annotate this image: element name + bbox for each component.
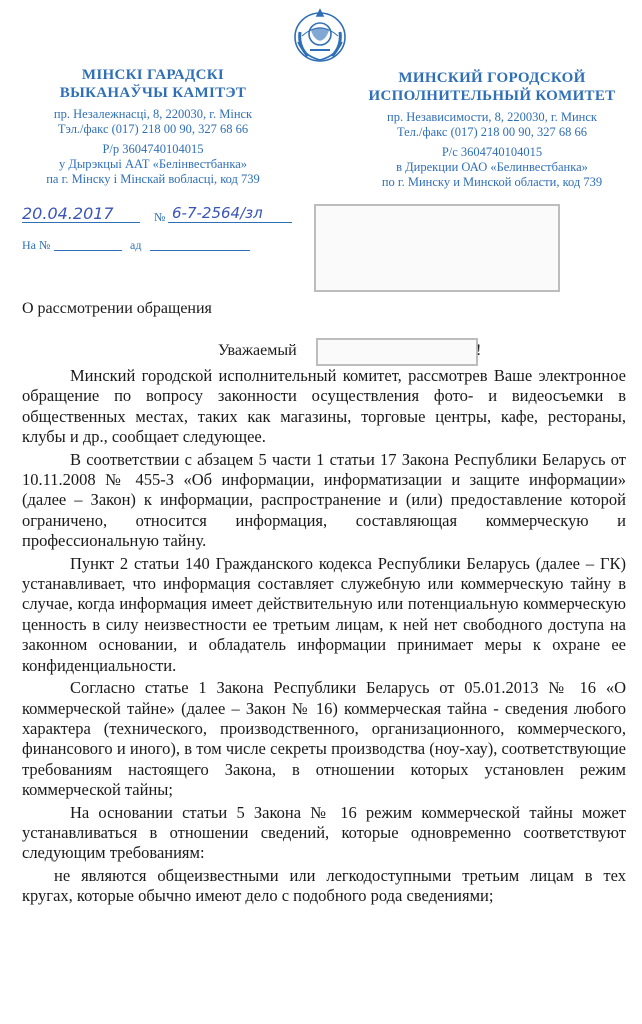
greeting: Уважаемый xyxy=(218,342,297,359)
redacted-recipient-name xyxy=(316,338,478,366)
number-label: № xyxy=(154,210,166,224)
reply-to-underline xyxy=(54,250,122,251)
org-name-bel-line2: ВЫКАНАЎЧЫ КАМІТЭТ xyxy=(59,85,247,101)
number-underline xyxy=(168,222,292,223)
org-account-bel: Р/р 3604740104015 xyxy=(102,142,204,156)
registration-number: 6-7-2564/зл xyxy=(172,204,263,222)
paragraph-3: Пункт 2 статьи 140 Гражданского кодекса Республики Беларусь (далее – ГК) устанавливает, что информация составляет служебную или коммерческую тайну в случае, когда информация имеет действительную или потенциальную коммерческую ценность в силу неизвестности ее третьим лицам, к ней нет свободного доступа на законном основании, и обладатель информации принимает меры к охране ее конфиденциальности. xyxy=(22,553,626,675)
letterhead-left xyxy=(22,66,284,187)
org-name-rus-line2: ИСПОЛНИТЕЛЬНЫЙ КОМИТЕТ xyxy=(368,88,616,104)
org-bank-rus-line2: по г. Минску и Минской области, код 739 xyxy=(381,175,603,189)
org-name-rus-line1: МИНСКИЙ ГОРОДСКОЙ xyxy=(398,70,586,86)
paragraph-1: Минский городской исполнительный комитет, рассмотрев Ваше электронное обращение по вопросу законности осуществления фото- и видеосъемки в общественных местах, таких как магазины, торговые центры, кафе, рестораны, клубы и др., сообщает следующее. xyxy=(22,366,626,447)
org-address-bel: пр. Незалежнасці, 8, 220030, г. Мінск xyxy=(53,107,253,121)
greeting-end: ! xyxy=(476,342,482,359)
org-account-rus: Р/с 3604740104015 xyxy=(441,145,543,159)
paragraph-6: не являются общеизвестными или легкодоступными третьим лицам в тех кругах, которые обычно имеют дело с подобного рода сведениями; xyxy=(22,865,626,906)
letter-subject: О рассмотрении обращения xyxy=(22,300,212,317)
paragraph-4: Согласно статье 1 Закона Республики Беларусь от 05.01.2013 № 16 «О коммерческой тайне» (далее – Закон № 16) коммерческая тайна - сведения любого характера (технического, производственного, организационного, коммерческого, финансового и иного), в том числе секреты производства (ноу-хау), соответствующие требованиям настоящего Закона, в отношении которых установлен режим коммерческой тайны; xyxy=(22,678,626,800)
org-name-bel-line1: МІНСКІ ГАРАДСКІ xyxy=(81,67,225,83)
redacted-recipient-block xyxy=(314,204,560,292)
org-phone-bel: Тэл./факс (017) 218 00 90, 327 68 66 xyxy=(57,122,249,136)
belarus-emblem-icon xyxy=(290,6,350,66)
registration-date: 20.04.2017 xyxy=(22,204,114,223)
letterhead-right xyxy=(352,69,632,190)
org-address-rus: пр. Независимости, 8, 220030, г. Минск xyxy=(387,110,597,124)
date-underline xyxy=(22,222,140,223)
org-phone-rus: Тел./факс (017) 218 00 90, 327 68 66 xyxy=(396,125,588,139)
reply-from-underline xyxy=(150,250,250,251)
org-bank-bel-line1: у Дырэкцыі ААТ «Белінвестбанка» xyxy=(58,157,248,171)
paragraph-5: На основании статьи 5 Закона № 16 режим коммерческой тайны может устанавливаться в отношении сведений, которые одновременно соответствуют следующим требованиям: xyxy=(22,802,626,863)
letter-body xyxy=(22,366,626,909)
reply-from-label: ад xyxy=(130,238,142,252)
org-bank-bel-line2: па г. Мінску і Мінскай вобласці, код 739 xyxy=(46,172,260,186)
paragraph-2: В соответствии с абзацем 5 части 1 статьи 17 Закона Республики Беларусь от 10.11.2008 № 455-З «Об информации, информатизации и защите информации» (далее – Закон) к информации, распространение и (или) предоставление которой ограничено, относится информация, составляющая коммерческую и профессиональную тайну. xyxy=(22,449,626,551)
org-bank-rus-line1: в Дирекции ОАО «Белинвестбанка» xyxy=(396,160,588,174)
reply-to-label: На № xyxy=(22,238,51,252)
